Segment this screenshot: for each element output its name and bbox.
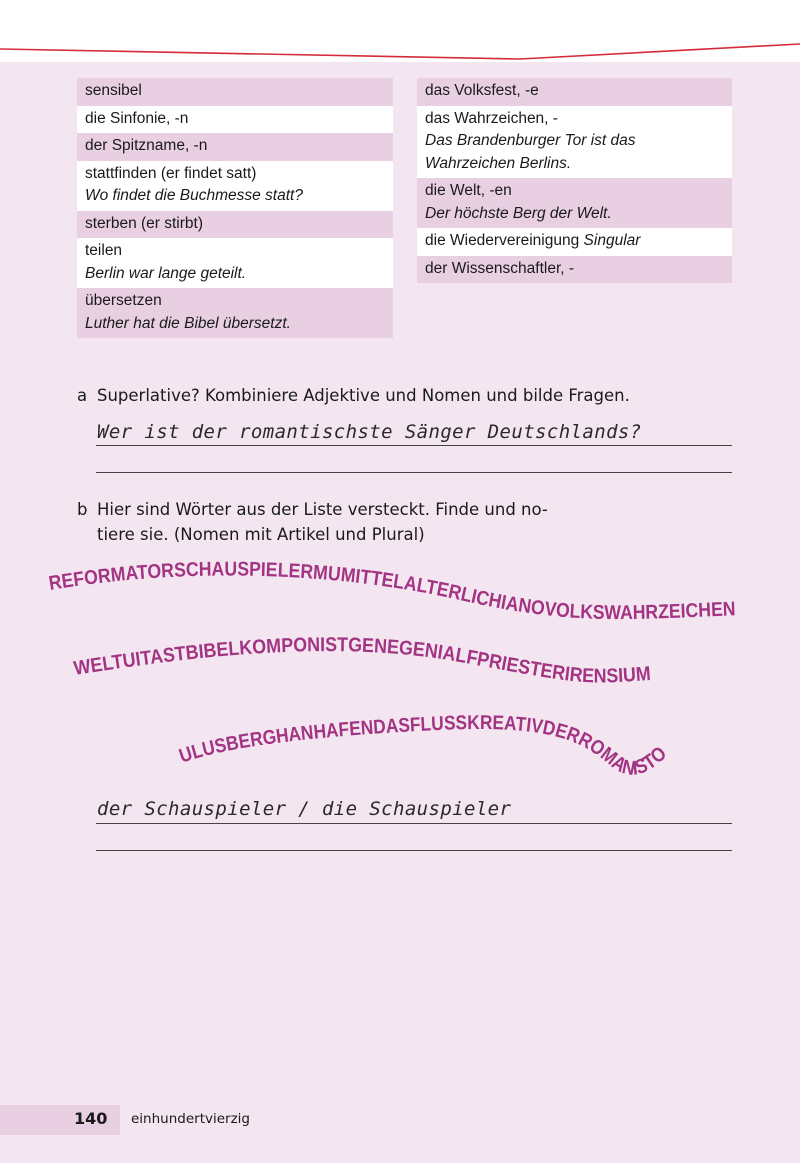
handwritten-example-answer: Wer ist der romantischste Sänger Deutschlands? [97,421,642,443]
vocab-example: Wo findet die Buchmesse statt? [85,187,303,204]
answer-line[interactable] [96,850,732,851]
vocab-row [77,288,393,338]
vocab-row [417,256,732,284]
vocab-row [417,78,732,106]
vocab-word: sensibel [85,82,142,99]
header-accent-line [0,0,800,62]
word-snake-line [176,712,671,780]
vocab-example: Luther hat die Bibel übersetzt. [85,314,291,332]
vocab-word: sterben (er stirbt) [85,214,204,232]
word-snake-puzzle [0,540,800,780]
vocab-row [417,228,732,256]
word-snake-line [72,634,654,688]
vocab-word: die Welt, -en [425,182,512,199]
task-letter: b [77,500,88,519]
vocab-word: stattfinden (er findet satt) [85,164,257,182]
vocab-word: die Sinfonie, -n [85,109,189,127]
word-snake-text: WELTUITASTBIBELKOMPONISTGENEGENIALFPRIESTERIRENSIUM [72,634,654,688]
answer-line[interactable] [96,823,732,824]
task-a [77,383,737,409]
vocab-row [77,106,393,134]
vocab-word: die Wiedervereinigung [425,232,580,249]
page-number-word: einhundertvierzig [131,1111,251,1127]
vocab-row [417,106,732,179]
vocab-word: der Spitzname, -n [85,137,208,154]
vocab-row [77,238,393,288]
page-number: 140 [74,1109,108,1128]
handwritten-example-answer: der Schauspieler / die Schauspieler [97,798,512,820]
vocab-note: Singular [583,232,641,249]
task-instruction: Hier sind Wörter aus der Liste versteckt. Finde und no-tiere sie. (Nomen mit Artikel und Plural) [97,500,548,544]
vocab-row [417,178,732,228]
task-instruction: Superlative? Kombiniere Adjektive und Nomen und bilde Fragen. [97,386,630,405]
vocab-word: teilen [85,242,123,259]
vocab-word: das Wahrzeichen, - [425,109,558,127]
vocab-example: Das Brandenburger Tor ist das Wahrzeichen Berlins. [425,132,636,172]
answer-line[interactable] [96,472,732,473]
vocab-row [77,78,393,106]
word-snake-text: REFORMATORSCHAUSPIELERMUMITTELALTERLICHIANOVOLKSWAHRZEICHEN [47,558,738,625]
vocab-row [77,133,393,161]
vocabulary-table-right [417,78,732,283]
vocab-row [77,161,393,211]
task-letter: a [77,386,88,405]
vocab-example: Der höchste Berg der Welt. [425,204,612,222]
vocab-word: übersetzen [85,292,162,309]
vocab-word: der Wissenschaftler, - [425,259,575,277]
vocab-example: Berlin war lange geteilt. [85,264,247,282]
answer-line[interactable] [96,445,732,446]
word-snake-text: ULUSBERGHANHAFENDASFLUSSKREATIVDERROMANISTO [176,712,673,780]
vocabulary-table-left [77,78,393,338]
vocab-word: das Volksfest, -e [425,82,539,99]
word-snake-line [47,559,736,625]
vocab-row [77,211,393,239]
